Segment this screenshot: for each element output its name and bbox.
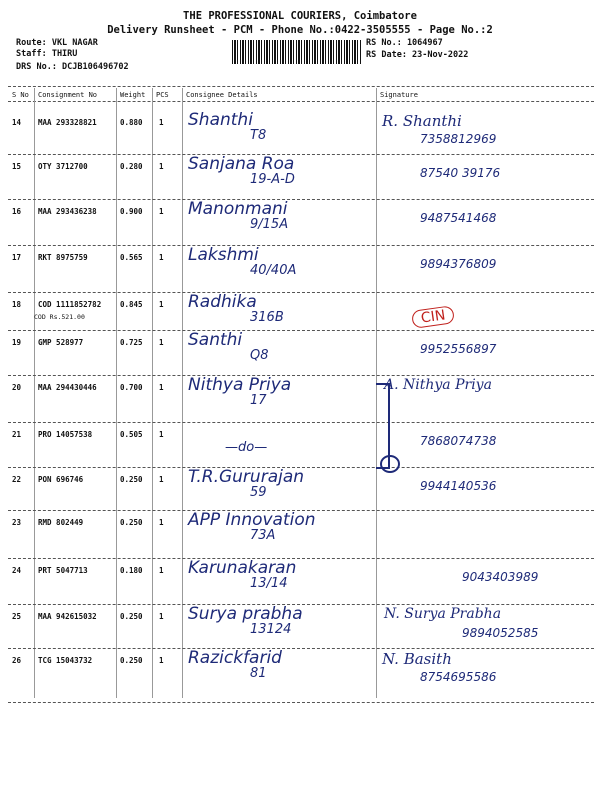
row-pcs: 1 [159, 118, 164, 127]
consignee-name: Shanthi [188, 110, 253, 130]
row-pcs: 1 [159, 656, 164, 665]
row-sno: 23 [12, 518, 22, 527]
signature-phone: 9952556897 [420, 342, 497, 356]
row-weight: 0.505 [120, 430, 143, 439]
row-pcs: 1 [159, 253, 164, 262]
staff-label: Staff: THIRU [16, 49, 78, 59]
signature-text: N. Surya Prabha [384, 606, 502, 622]
row-pcs: 1 [159, 612, 164, 621]
row-sno: 17 [12, 253, 22, 262]
row-sno: 15 [12, 162, 22, 171]
row-weight: 0.250 [120, 656, 143, 665]
row-sno: 20 [12, 383, 22, 392]
row-consignment: RKT 8975759 [38, 253, 88, 262]
row-divider [8, 245, 594, 246]
signature-phone: 9894376809 [420, 257, 497, 271]
col-signature: Signature [380, 91, 418, 99]
row-sno: 19 [12, 338, 22, 347]
row-pcs: 1 [159, 300, 164, 309]
signature-text: A. Nithya Priya [384, 377, 492, 393]
consignee-name: Radhika [188, 292, 257, 312]
row-weight: 0.845 [120, 300, 143, 309]
row-consignment: COD 1111852782 [38, 300, 102, 309]
consignee-address: 81 [250, 666, 267, 681]
row-divider [8, 702, 594, 703]
col-sno: S No [12, 91, 29, 99]
row-pcs: 1 [159, 430, 164, 439]
drs-label: DRS No.: DCJB106496702 [16, 62, 129, 72]
col-pcs: PCS [156, 91, 169, 99]
row-cod: COD Rs.521.00 [34, 313, 85, 321]
consignee-name: Razickfarid [188, 648, 282, 668]
consignee-address: 13124 [250, 622, 292, 637]
row-sno: 26 [12, 656, 22, 665]
signature-phone: 8754695586 [420, 670, 497, 684]
row-pcs: 1 [159, 518, 164, 527]
cin-stamp: CIN [411, 305, 455, 329]
row-sno: 25 [12, 612, 22, 621]
row-consignment: PRT 5047713 [38, 566, 88, 575]
row-pcs: 1 [159, 566, 164, 575]
consignee-address: 73A [250, 528, 276, 543]
row-divider [8, 422, 594, 423]
consignee-address: —do— [225, 440, 268, 455]
company-title: THE PROFESSIONAL COURIERS, Coimbatore [183, 10, 417, 22]
header-rule-bottom [8, 101, 594, 102]
row-divider [8, 375, 594, 376]
signature-text: R. Shanthi [382, 112, 462, 130]
barcode [232, 40, 362, 64]
row-pcs: 1 [159, 338, 164, 347]
row-weight: 0.565 [120, 253, 143, 262]
row-sno: 18 [12, 300, 22, 309]
row-weight: 0.700 [120, 383, 143, 392]
consignee-address: T8 [250, 128, 267, 143]
consignee-name: T.R.Gururajan [188, 467, 305, 487]
consignee-name: Santhi [188, 330, 243, 350]
row-divider [8, 154, 594, 155]
signature-phone: 7868074738 [420, 434, 497, 448]
row-divider [8, 292, 594, 293]
col-consignee: Consignee Details [186, 91, 258, 99]
row-consignment: MAA 942615032 [38, 612, 97, 621]
col-consignment: Consignment No [38, 91, 98, 99]
consignee-address: 9/15A [250, 217, 289, 232]
consignee-address: Q8 [250, 348, 269, 363]
rs-date: RS Date: 23-Nov-2022 [366, 50, 469, 60]
row-consignment: OTY 3712700 [38, 162, 88, 171]
row-pcs: 1 [159, 162, 164, 171]
row-pcs: 1 [159, 207, 164, 216]
consignee-address: 40/40A [250, 263, 297, 278]
rs-number: RS No.: 1064967 [366, 38, 443, 48]
route-label: Route: VKL NAGAR [16, 38, 98, 48]
row-pcs: 1 [159, 475, 164, 484]
row-weight: 0.250 [120, 518, 143, 527]
signature-loop [380, 455, 400, 473]
signature-phone: 9944140536 [420, 479, 497, 493]
row-sno: 16 [12, 207, 22, 216]
row-weight: 0.280 [120, 162, 143, 171]
row-weight: 0.180 [120, 566, 143, 575]
consignee-address: 316B [250, 310, 284, 325]
row-consignment: PRO 14057538 [38, 430, 93, 439]
consignee-name: Karunakaran [188, 558, 297, 578]
consignee-name: Surya prabha [188, 604, 303, 624]
consignee-name: Manonmani [188, 199, 288, 219]
consignee-address: 13/14 [250, 576, 288, 591]
consignee-address: 19-A-D [250, 172, 295, 187]
signature-text: N. Basith [382, 650, 452, 668]
runsheet-title: Delivery Runsheet - PCM - Phone No.:0422-3505555 - Page No.:2 [107, 24, 493, 36]
row-weight: 0.725 [120, 338, 143, 347]
row-weight: 0.250 [120, 612, 143, 621]
row-divider [8, 199, 594, 200]
signature-phone: 87540 39176 [420, 166, 501, 180]
signature-phone: 9043403989 [462, 570, 539, 584]
row-weight: 0.900 [120, 207, 143, 216]
row-consignment: MAA 293328821 [38, 118, 97, 127]
row-consignment: GMP 528977 [38, 338, 84, 347]
col-weight: Weight [120, 91, 146, 99]
row-sno: 21 [12, 430, 22, 439]
consignee-name: Sanjana Roa [188, 154, 295, 174]
row-divider [8, 648, 594, 649]
signature-phone: 7358812969 [420, 132, 497, 146]
row-consignment: MAA 294430446 [38, 383, 97, 392]
consignee-name: Lakshmi [188, 245, 259, 265]
row-sno: 14 [12, 118, 22, 127]
row-sno: 22 [12, 475, 22, 484]
col-sep [182, 88, 183, 698]
consignee-name: Nithya Priya [188, 375, 292, 395]
row-consignment: MAA 293436238 [38, 207, 97, 216]
signature-phone: 9487541468 [420, 211, 497, 225]
header-rule-top [8, 86, 594, 87]
col-sep [34, 88, 35, 698]
signature-phone: 9894052585 [462, 626, 539, 640]
row-consignment: TCG 15043732 [38, 656, 93, 665]
consignee-name: APP Innovation [188, 510, 316, 530]
col-sep [116, 88, 117, 698]
col-sep [152, 88, 153, 698]
consignee-address: 17 [250, 393, 267, 408]
row-weight: 0.250 [120, 475, 143, 484]
consignee-address: 59 [250, 485, 267, 500]
row-divider [8, 558, 594, 559]
row-consignment: RMD 802449 [38, 518, 84, 527]
row-consignment: PON 696746 [38, 475, 84, 484]
row-pcs: 1 [159, 383, 164, 392]
row-divider [8, 330, 594, 331]
row-weight: 0.880 [120, 118, 143, 127]
row-sno: 24 [12, 566, 22, 575]
